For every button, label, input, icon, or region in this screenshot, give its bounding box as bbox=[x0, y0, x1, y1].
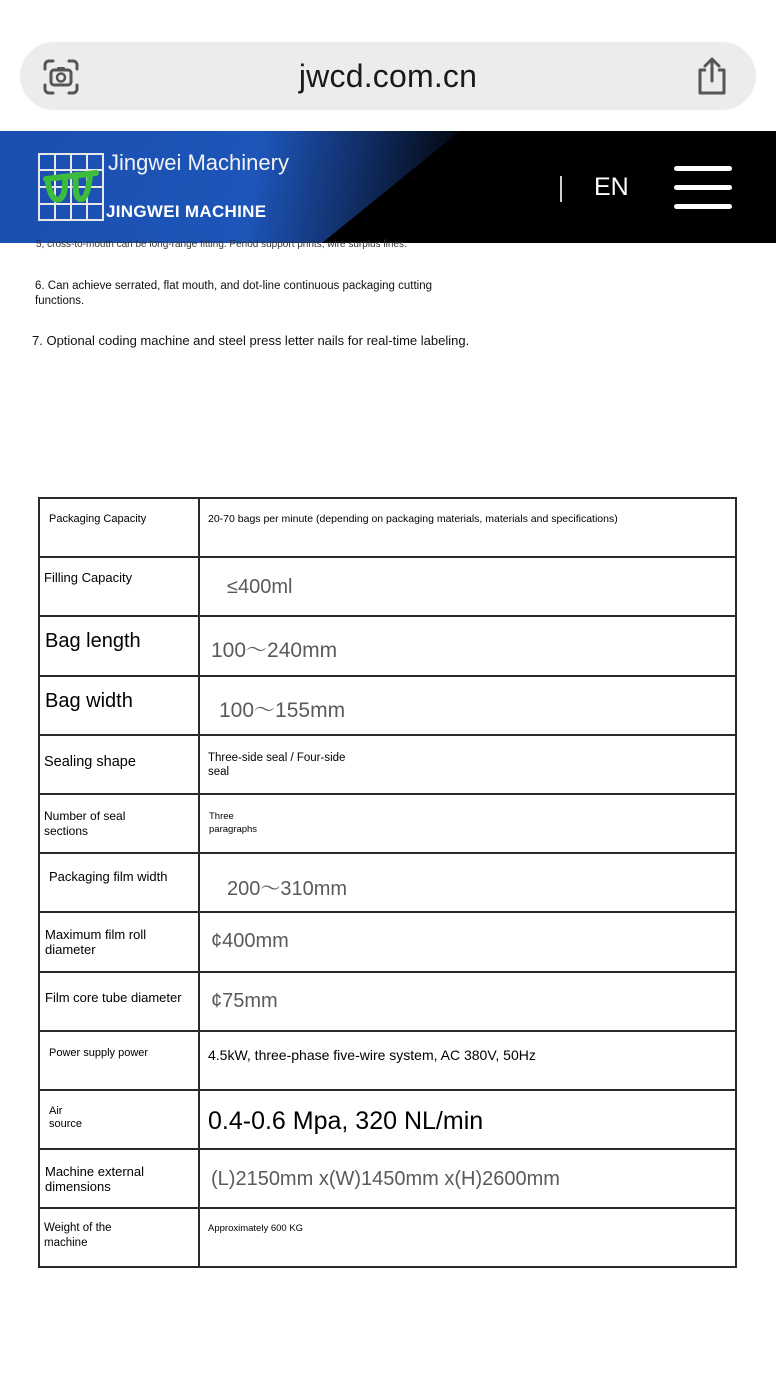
table-row bbox=[39, 616, 736, 675]
spec-label: Power supply power bbox=[49, 1046, 149, 1059]
spec-label: Bag length bbox=[45, 630, 141, 653]
spec-label: Sealing shape bbox=[44, 753, 136, 770]
url-text[interactable]: jwcd.com.cn bbox=[298, 58, 478, 94]
spec-value: 200～310mm bbox=[227, 878, 348, 901]
brand-name-cn: Jingwei Machinery bbox=[108, 150, 289, 175]
spec-label: Weight of the machine bbox=[44, 1222, 112, 1250]
spec-label: Packaging film width bbox=[49, 869, 168, 885]
spec-value: ¢75mm bbox=[211, 989, 278, 1012]
table-row bbox=[39, 1090, 736, 1149]
site-header bbox=[0, 131, 776, 243]
spec-label: Air source bbox=[49, 1104, 83, 1130]
spec-label: Bag width bbox=[45, 689, 133, 712]
language-switch[interactable]: EN bbox=[594, 173, 629, 201]
browser-chrome bbox=[0, 0, 776, 131]
table-row bbox=[39, 735, 736, 794]
brand-name-en: JINGWEI MACHINE bbox=[106, 202, 267, 221]
table-row bbox=[39, 557, 736, 616]
spec-value: ≤400ml bbox=[227, 576, 293, 599]
table-row bbox=[39, 972, 736, 1031]
spec-label: Packaging Capacity bbox=[49, 513, 147, 525]
spec-value: ¢400mm bbox=[211, 930, 289, 953]
spec-value: 100～155mm bbox=[219, 698, 346, 722]
spec-label: Film core tube diameter bbox=[45, 989, 182, 1005]
logo-icon[interactable] bbox=[38, 153, 104, 221]
address-bar[interactable] bbox=[20, 42, 756, 110]
table-row bbox=[39, 676, 736, 735]
table-row bbox=[39, 853, 736, 912]
table-row bbox=[39, 498, 736, 557]
spec-value: Approximately 600 KG bbox=[208, 1223, 304, 1235]
feature-item-7: 7. Optional coding machine and steel press letter nails for real-time labeling. bbox=[32, 333, 470, 348]
hamburger-menu-icon[interactable] bbox=[674, 166, 732, 210]
table-row bbox=[39, 1031, 736, 1090]
table-row bbox=[39, 1149, 736, 1208]
spec-value: 4.5kW, three-phase five-wire system, AC 380V, 50Hz bbox=[208, 1046, 536, 1063]
spec-label: Filling Capacity bbox=[44, 570, 133, 586]
table-row bbox=[39, 794, 736, 853]
spec-label: Number of seal sections bbox=[44, 808, 126, 838]
spec-value: 20-70 bags per minute (depending on packaging materials, materials and specifications) bbox=[208, 513, 618, 525]
spec-value: Three-side seal / Four-side seal bbox=[208, 751, 346, 778]
spec-table bbox=[38, 497, 737, 1268]
table-row bbox=[39, 912, 736, 971]
spec-label: Machine external dimensions bbox=[45, 1164, 144, 1195]
spec-label: Maximum film roll diameter bbox=[45, 927, 147, 958]
share-icon[interactable] bbox=[694, 56, 730, 96]
spec-value: 0.4-0.6 Mpa, 320 NL/min bbox=[208, 1106, 484, 1135]
feature-item-6: 6. Can achieve serrated, flat mouth, and dot-line continuous packaging cutting functions. bbox=[35, 280, 432, 307]
spec-value: (L)2150mm x(W)1450mm x(H)2600mm bbox=[211, 1168, 560, 1191]
spec-value: 100～240mm bbox=[211, 639, 338, 663]
feature-item-5: 5, cross-to-mouth can be long-range fitting. Period support prints, wire surplus lines. bbox=[36, 239, 407, 250]
table-row bbox=[39, 1208, 736, 1267]
spec-value: Three paragraphs bbox=[209, 810, 258, 835]
divider bbox=[560, 176, 562, 202]
